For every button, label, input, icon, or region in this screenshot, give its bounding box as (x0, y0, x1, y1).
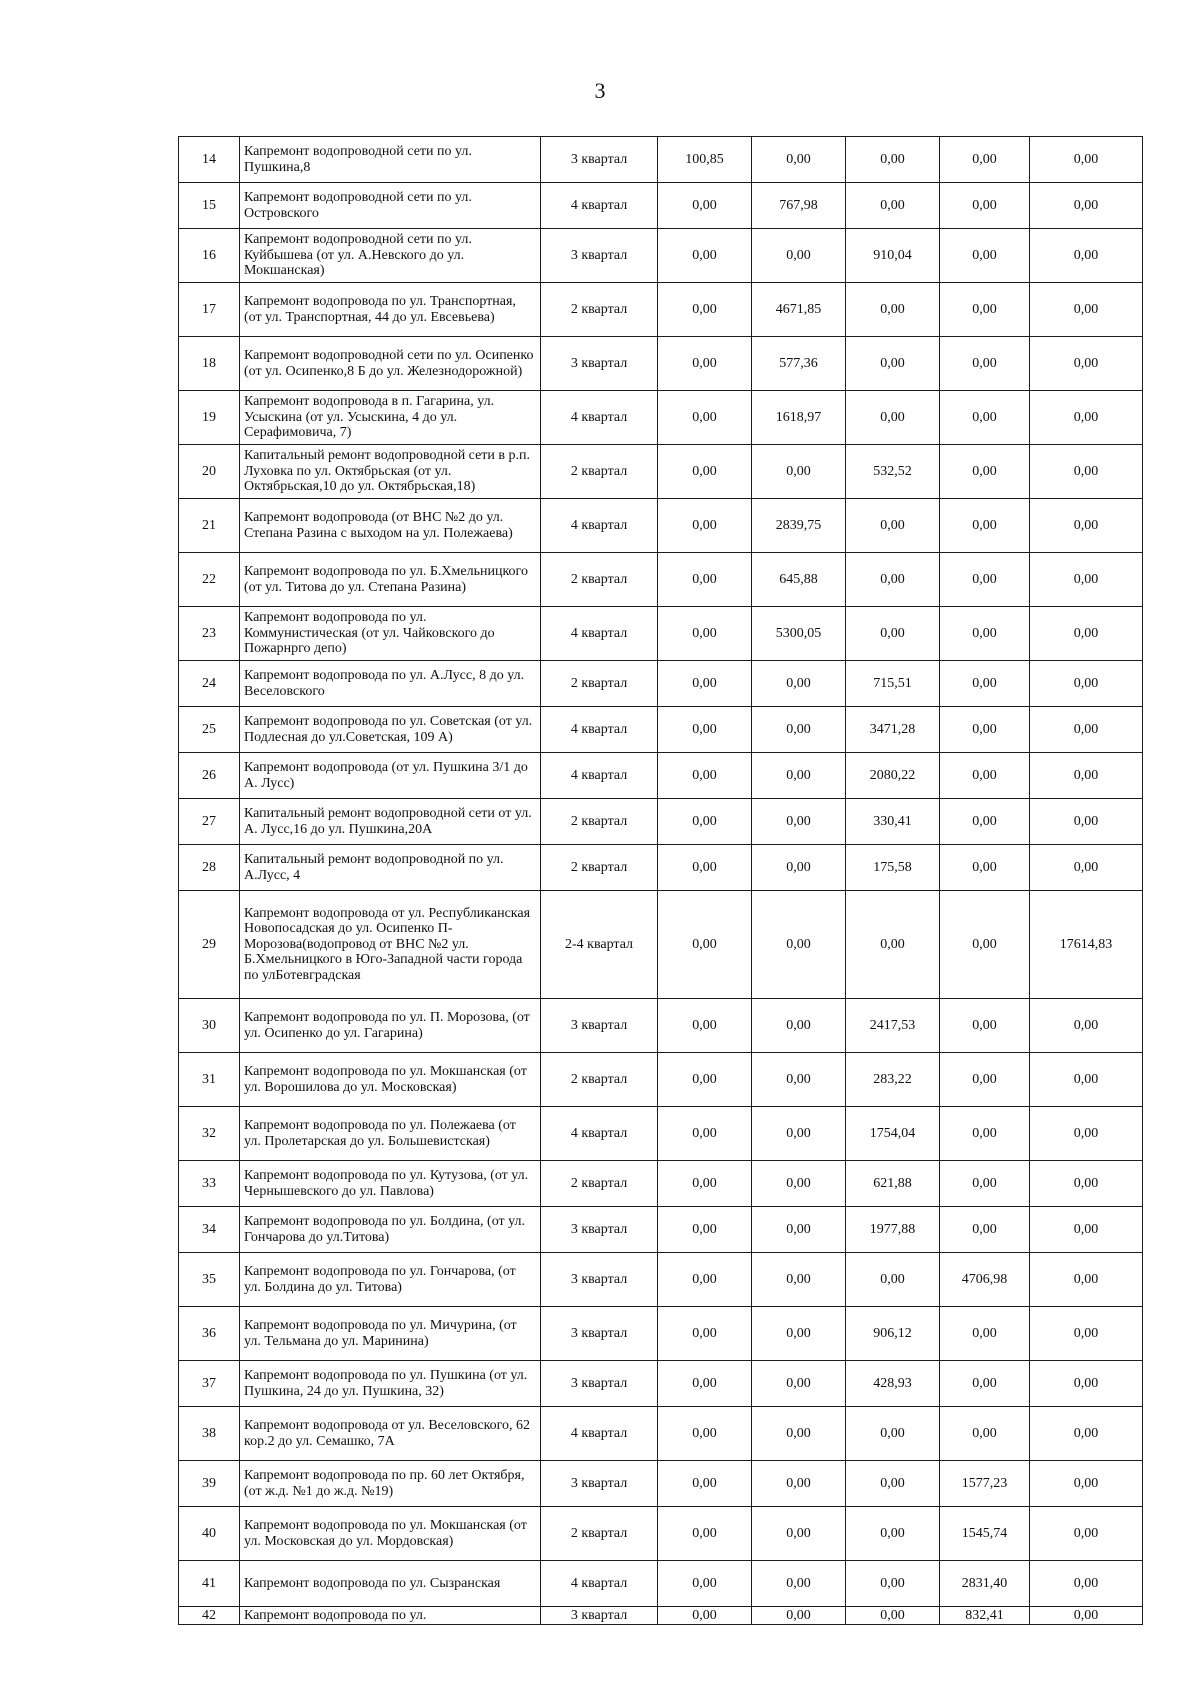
work-description: Капремонт водопровода по ул. Транспортная, (от ул. Транспортная, 44 до ул. Евсевьева) (240, 283, 541, 337)
amount-2: 0,00 (752, 753, 846, 799)
amount-1: 0,00 (658, 845, 752, 891)
quarter: 3 квартал (541, 1361, 658, 1407)
amount-5: 0,00 (1030, 1253, 1143, 1307)
amount-4: 0,00 (940, 229, 1030, 283)
quarter: 2 квартал (541, 661, 658, 707)
amount-4: 0,00 (940, 499, 1030, 553)
amount-3: 3471,28 (846, 707, 940, 753)
quarter: 2 квартал (541, 553, 658, 607)
row-number: 18 (179, 337, 240, 391)
row-number: 24 (179, 661, 240, 707)
amount-1: 0,00 (658, 1361, 752, 1407)
table-row (179, 707, 1143, 753)
amount-2: 0,00 (752, 1361, 846, 1407)
quarter: 4 квартал (541, 1107, 658, 1161)
work-description: Капитальный ремонт водопроводной сети в р.п. Луховка по ул. Октябрьская (от ул. Октябрьская,10 до ул. Октябрьская,18) (240, 445, 541, 499)
row-number: 38 (179, 1407, 240, 1461)
work-description: Капитальный ремонт водопроводной по ул. А.Лусс, 4 (240, 845, 541, 891)
table-row (179, 553, 1143, 607)
amount-5: 0,00 (1030, 1107, 1143, 1161)
amount-1: 0,00 (658, 1407, 752, 1461)
amount-3: 0,00 (846, 337, 940, 391)
amount-1: 0,00 (658, 391, 752, 445)
work-description: Капремонт водопровода (от ул. Пушкина 3/1 до А. Лусс) (240, 753, 541, 799)
table-row (179, 1253, 1143, 1307)
row-number: 23 (179, 607, 240, 661)
work-description: Капремонт водопровода по ул. Мичурина, (от ул. Тельмана до ул. Маринина) (240, 1307, 541, 1361)
work-description: Капремонт водопровода по ул. А.Лусс, 8 до ул. Веселовского (240, 661, 541, 707)
amount-2: 1618,97 (752, 391, 846, 445)
amount-1: 0,00 (658, 1253, 752, 1307)
amount-4: 0,00 (940, 283, 1030, 337)
row-number: 35 (179, 1253, 240, 1307)
table-row (179, 1107, 1143, 1161)
amount-3: 0,00 (846, 499, 940, 553)
table-row (179, 1607, 1143, 1625)
amount-4: 1577,23 (940, 1461, 1030, 1507)
page-number: 3 (594, 78, 606, 103)
work-description: Капремонт водопровода по ул. Пушкина (от ул. Пушкина, 24 до ул. Пушкина, 32) (240, 1361, 541, 1407)
work-description: Капитальный ремонт водопроводной сети от ул. А. Лусс,16 до ул. Пушкина,20А (240, 799, 541, 845)
amount-5: 0,00 (1030, 1053, 1143, 1107)
work-description: Капремонт водопроводной сети по ул. Пушкина,8 (240, 137, 541, 183)
work-description: Капремонт водопровода по ул. П. Морозова, (от ул. Осипенко до ул. Гагарина) (240, 999, 541, 1053)
amount-2: 0,00 (752, 799, 846, 845)
amount-4: 4706,98 (940, 1253, 1030, 1307)
row-number: 29 (179, 891, 240, 999)
work-description: Капремонт водопровода по ул. (240, 1607, 541, 1625)
quarter: 2 квартал (541, 1507, 658, 1561)
table-row (179, 283, 1143, 337)
amount-5: 0,00 (1030, 799, 1143, 845)
amount-4: 0,00 (940, 137, 1030, 183)
amount-5: 0,00 (1030, 137, 1143, 183)
amount-4: 0,00 (940, 1161, 1030, 1207)
amount-5: 0,00 (1030, 283, 1143, 337)
amount-5: 0,00 (1030, 1407, 1143, 1461)
amount-3: 532,52 (846, 445, 940, 499)
amount-3: 0,00 (846, 183, 940, 229)
amount-1: 0,00 (658, 499, 752, 553)
amount-2: 645,88 (752, 553, 846, 607)
amount-2: 577,36 (752, 337, 846, 391)
table-row (179, 391, 1143, 445)
amount-5: 0,00 (1030, 661, 1143, 707)
amount-4: 0,00 (940, 445, 1030, 499)
amount-4: 1545,74 (940, 1507, 1030, 1561)
table-row (179, 499, 1143, 553)
amount-3: 0,00 (846, 1461, 940, 1507)
quarter: 2-4 квартал (541, 891, 658, 999)
table-row (179, 1361, 1143, 1407)
work-description: Капремонт водопровода по пр. 60 лет Октября, (от ж.д. №1 до ж.д. №19) (240, 1461, 541, 1507)
amount-2: 0,00 (752, 1207, 846, 1253)
work-description: Капремонт водопроводной сети по ул. Островского (240, 183, 541, 229)
amount-3: 0,00 (846, 607, 940, 661)
amount-1: 0,00 (658, 891, 752, 999)
table-row (179, 1207, 1143, 1253)
row-number: 36 (179, 1307, 240, 1361)
amount-1: 100,85 (658, 137, 752, 183)
quarter: 3 квартал (541, 337, 658, 391)
amount-3: 0,00 (846, 1607, 940, 1625)
quarter: 3 квартал (541, 1207, 658, 1253)
row-number: 37 (179, 1361, 240, 1407)
amount-5: 0,00 (1030, 607, 1143, 661)
row-number: 26 (179, 753, 240, 799)
amount-1: 0,00 (658, 799, 752, 845)
amount-5: 0,00 (1030, 1207, 1143, 1253)
amount-3: 175,58 (846, 845, 940, 891)
quarter: 2 квартал (541, 845, 658, 891)
table-row (179, 1161, 1143, 1207)
work-description: Капремонт водопровода по ул. Мокшанская (от ул. Московская до ул. Мордовская) (240, 1507, 541, 1561)
work-description: Капремонт водопровода от ул. Веселовского, 62 кор.2 до ул. Семашко, 7А (240, 1407, 541, 1461)
table-row (179, 1507, 1143, 1561)
amount-5: 0,00 (1030, 1361, 1143, 1407)
amount-4: 0,00 (940, 183, 1030, 229)
amount-4: 0,00 (940, 999, 1030, 1053)
amount-1: 0,00 (658, 229, 752, 283)
amount-2: 0,00 (752, 1161, 846, 1207)
quarter: 2 квартал (541, 283, 658, 337)
work-description: Капремонт водопровода по ул. Коммунистическая (от ул. Чайковского до Пожарнрго депо) (240, 607, 541, 661)
amount-4: 0,00 (940, 337, 1030, 391)
amount-3: 330,41 (846, 799, 940, 845)
amount-4: 0,00 (940, 1361, 1030, 1407)
amount-5: 0,00 (1030, 1307, 1143, 1361)
row-number: 25 (179, 707, 240, 753)
repair-schedule-table (178, 136, 1143, 1625)
amount-2: 0,00 (752, 1053, 846, 1107)
amount-1: 0,00 (658, 1607, 752, 1625)
work-description: Капремонт водопроводной сети по ул. Осипенко (от ул. Осипенко,8 Б до ул. Железнодорожной) (240, 337, 541, 391)
amount-1: 0,00 (658, 183, 752, 229)
amount-3: 0,00 (846, 1561, 940, 1607)
amount-3: 1977,88 (846, 1207, 940, 1253)
row-number: 40 (179, 1507, 240, 1561)
quarter: 4 квартал (541, 183, 658, 229)
amount-1: 0,00 (658, 1161, 752, 1207)
amount-5: 0,00 (1030, 1507, 1143, 1561)
amount-2: 0,00 (752, 1607, 846, 1625)
amount-4: 0,00 (940, 1053, 1030, 1107)
row-number: 32 (179, 1107, 240, 1161)
amount-3: 0,00 (846, 283, 940, 337)
quarter: 2 квартал (541, 799, 658, 845)
amount-1: 0,00 (658, 753, 752, 799)
amount-1: 0,00 (658, 661, 752, 707)
amount-4: 0,00 (940, 553, 1030, 607)
row-number: 20 (179, 445, 240, 499)
amount-2: 0,00 (752, 1561, 846, 1607)
amount-5: 0,00 (1030, 337, 1143, 391)
row-number: 30 (179, 999, 240, 1053)
amount-5: 0,00 (1030, 445, 1143, 499)
amount-2: 0,00 (752, 1407, 846, 1461)
amount-4: 0,00 (940, 799, 1030, 845)
quarter: 3 квартал (541, 1607, 658, 1625)
amount-5: 0,00 (1030, 1607, 1143, 1625)
amount-3: 283,22 (846, 1053, 940, 1107)
amount-5: 0,00 (1030, 499, 1143, 553)
amount-2: 0,00 (752, 1507, 846, 1561)
amount-2: 0,00 (752, 1107, 846, 1161)
amount-1: 0,00 (658, 553, 752, 607)
table-row (179, 891, 1143, 999)
amount-4: 0,00 (940, 607, 1030, 661)
row-number: 41 (179, 1561, 240, 1607)
row-number: 16 (179, 229, 240, 283)
amount-1: 0,00 (658, 999, 752, 1053)
row-number: 15 (179, 183, 240, 229)
amount-1: 0,00 (658, 707, 752, 753)
amount-1: 0,00 (658, 1053, 752, 1107)
table-row (179, 137, 1143, 183)
row-number: 21 (179, 499, 240, 553)
work-description: Капремонт водопровода по ул. Болдина, (от ул. Гончарова до ул.Титова) (240, 1207, 541, 1253)
amount-2: 767,98 (752, 183, 846, 229)
amount-4: 2831,40 (940, 1561, 1030, 1607)
amount-4: 0,00 (940, 1207, 1030, 1253)
row-number: 19 (179, 391, 240, 445)
quarter: 4 квартал (541, 391, 658, 445)
amount-4: 0,00 (940, 845, 1030, 891)
table-row (179, 999, 1143, 1053)
amount-2: 0,00 (752, 999, 846, 1053)
amount-1: 0,00 (658, 1461, 752, 1507)
amount-3: 621,88 (846, 1161, 940, 1207)
amount-2: 0,00 (752, 1253, 846, 1307)
amount-4: 832,41 (940, 1607, 1030, 1625)
amount-4: 0,00 (940, 1307, 1030, 1361)
quarter: 3 квартал (541, 1307, 658, 1361)
quarter: 3 квартал (541, 1461, 658, 1507)
amount-2: 0,00 (752, 137, 846, 183)
row-number: 27 (179, 799, 240, 845)
amount-5: 0,00 (1030, 229, 1143, 283)
amount-5: 0,00 (1030, 753, 1143, 799)
quarter: 4 квартал (541, 1407, 658, 1461)
amount-2: 0,00 (752, 891, 846, 999)
amount-3: 0,00 (846, 1407, 940, 1461)
work-description: Капремонт водопровода по ул. Мокшанская (от ул. Ворошилова до ул. Московская) (240, 1053, 541, 1107)
table-row (179, 337, 1143, 391)
amount-3: 2417,53 (846, 999, 940, 1053)
amount-4: 0,00 (940, 1107, 1030, 1161)
work-description: Капремонт водопровода по ул. Советская (от ул. Подлесная до ул.Советская, 109 А) (240, 707, 541, 753)
amount-5: 0,00 (1030, 1161, 1143, 1207)
row-number: 28 (179, 845, 240, 891)
row-number: 33 (179, 1161, 240, 1207)
amount-3: 0,00 (846, 553, 940, 607)
table-row (179, 1407, 1143, 1461)
amount-5: 0,00 (1030, 1461, 1143, 1507)
table-row (179, 1561, 1143, 1607)
work-description: Капремонт водопроводной сети по ул. Куйбышева (от ул. А.Невского до ул. Мокшанская) (240, 229, 541, 283)
table-row (179, 845, 1143, 891)
amount-2: 4671,85 (752, 283, 846, 337)
amount-2: 0,00 (752, 845, 846, 891)
quarter: 3 квартал (541, 1253, 658, 1307)
amount-1: 0,00 (658, 337, 752, 391)
work-description: Капремонт водопровода по ул. Полежаева (от ул. Пролетарская до ул. Большевистская) (240, 1107, 541, 1161)
amount-2: 2839,75 (752, 499, 846, 553)
table-row (179, 607, 1143, 661)
row-number: 39 (179, 1461, 240, 1507)
amount-4: 0,00 (940, 661, 1030, 707)
table-row (179, 445, 1143, 499)
quarter: 4 квартал (541, 707, 658, 753)
amount-1: 0,00 (658, 445, 752, 499)
amount-4: 0,00 (940, 391, 1030, 445)
table-row (179, 661, 1143, 707)
amount-3: 0,00 (846, 391, 940, 445)
amount-5: 0,00 (1030, 391, 1143, 445)
table-row (179, 1461, 1143, 1507)
work-description: Капремонт водопровода по ул. Гончарова, (от ул. Болдина до ул. Титова) (240, 1253, 541, 1307)
amount-4: 0,00 (940, 753, 1030, 799)
table-row (179, 799, 1143, 845)
row-number: 17 (179, 283, 240, 337)
amount-5: 0,00 (1030, 553, 1143, 607)
quarter: 4 квартал (541, 499, 658, 553)
amount-1: 0,00 (658, 607, 752, 661)
table-row (179, 229, 1143, 283)
table-body (179, 137, 1143, 1625)
amount-3: 0,00 (846, 1507, 940, 1561)
quarter: 2 квартал (541, 1053, 658, 1107)
work-description: Капремонт водопровода по ул. Кутузова, (от ул. Чернышевского до ул. Павлова) (240, 1161, 541, 1207)
amount-5: 0,00 (1030, 707, 1143, 753)
amount-2: 0,00 (752, 661, 846, 707)
row-number: 22 (179, 553, 240, 607)
amount-5: 17614,83 (1030, 891, 1143, 999)
table-row (179, 753, 1143, 799)
work-description: Капремонт водопровода (от ВНС №2 до ул. Степана Разина с выходом на ул. Полежаева) (240, 499, 541, 553)
amount-2: 0,00 (752, 229, 846, 283)
amount-2: 0,00 (752, 1461, 846, 1507)
row-number: 42 (179, 1607, 240, 1625)
amount-5: 0,00 (1030, 183, 1143, 229)
amount-3: 0,00 (846, 891, 940, 999)
quarter: 4 квартал (541, 753, 658, 799)
row-number: 14 (179, 137, 240, 183)
work-description: Капремонт водопровода от ул. Республиканская Новопосадская до ул. Осипенко П-Морозова(водопровод от ВНС №2 ул. Б.Хмельницкого в Юго-Западной части города по улБотевградская (240, 891, 541, 999)
amount-5: 0,00 (1030, 1561, 1143, 1607)
work-description: Капремонт водопровода в п. Гагарина, ул. Усыскина (от ул. Усыскина, 4 до ул. Серафимовича, 7) (240, 391, 541, 445)
amount-3: 0,00 (846, 1253, 940, 1307)
amount-3: 2080,22 (846, 753, 940, 799)
amount-2: 0,00 (752, 1307, 846, 1361)
amount-2: 0,00 (752, 707, 846, 753)
amount-5: 0,00 (1030, 845, 1143, 891)
amount-1: 0,00 (658, 1507, 752, 1561)
table-row (179, 1307, 1143, 1361)
quarter: 3 квартал (541, 137, 658, 183)
amount-4: 0,00 (940, 707, 1030, 753)
quarter: 4 квартал (541, 1561, 658, 1607)
amount-1: 0,00 (658, 1107, 752, 1161)
amount-1: 0,00 (658, 283, 752, 337)
amount-3: 906,12 (846, 1307, 940, 1361)
quarter: 2 квартал (541, 445, 658, 499)
quarter: 2 квартал (541, 1161, 658, 1207)
amount-2: 0,00 (752, 445, 846, 499)
work-description: Капремонт водопровода по ул. Б.Хмельницкого (от ул. Титова до ул. Степана Разина) (240, 553, 541, 607)
amount-3: 715,51 (846, 661, 940, 707)
amount-4: 0,00 (940, 891, 1030, 999)
amount-3: 1754,04 (846, 1107, 940, 1161)
table-row (179, 1053, 1143, 1107)
amount-1: 0,00 (658, 1207, 752, 1253)
quarter: 3 квартал (541, 229, 658, 283)
quarter: 3 квартал (541, 999, 658, 1053)
amount-2: 5300,05 (752, 607, 846, 661)
table-row (179, 183, 1143, 229)
amount-3: 0,00 (846, 137, 940, 183)
work-description: Капремонт водопровода по ул. Сызранская (240, 1561, 541, 1607)
amount-4: 0,00 (940, 1407, 1030, 1461)
amount-3: 910,04 (846, 229, 940, 283)
row-number: 34 (179, 1207, 240, 1253)
amount-1: 0,00 (658, 1561, 752, 1607)
quarter: 4 квартал (541, 607, 658, 661)
amount-3: 428,93 (846, 1361, 940, 1407)
amount-1: 0,00 (658, 1307, 752, 1361)
amount-5: 0,00 (1030, 999, 1143, 1053)
row-number: 31 (179, 1053, 240, 1107)
